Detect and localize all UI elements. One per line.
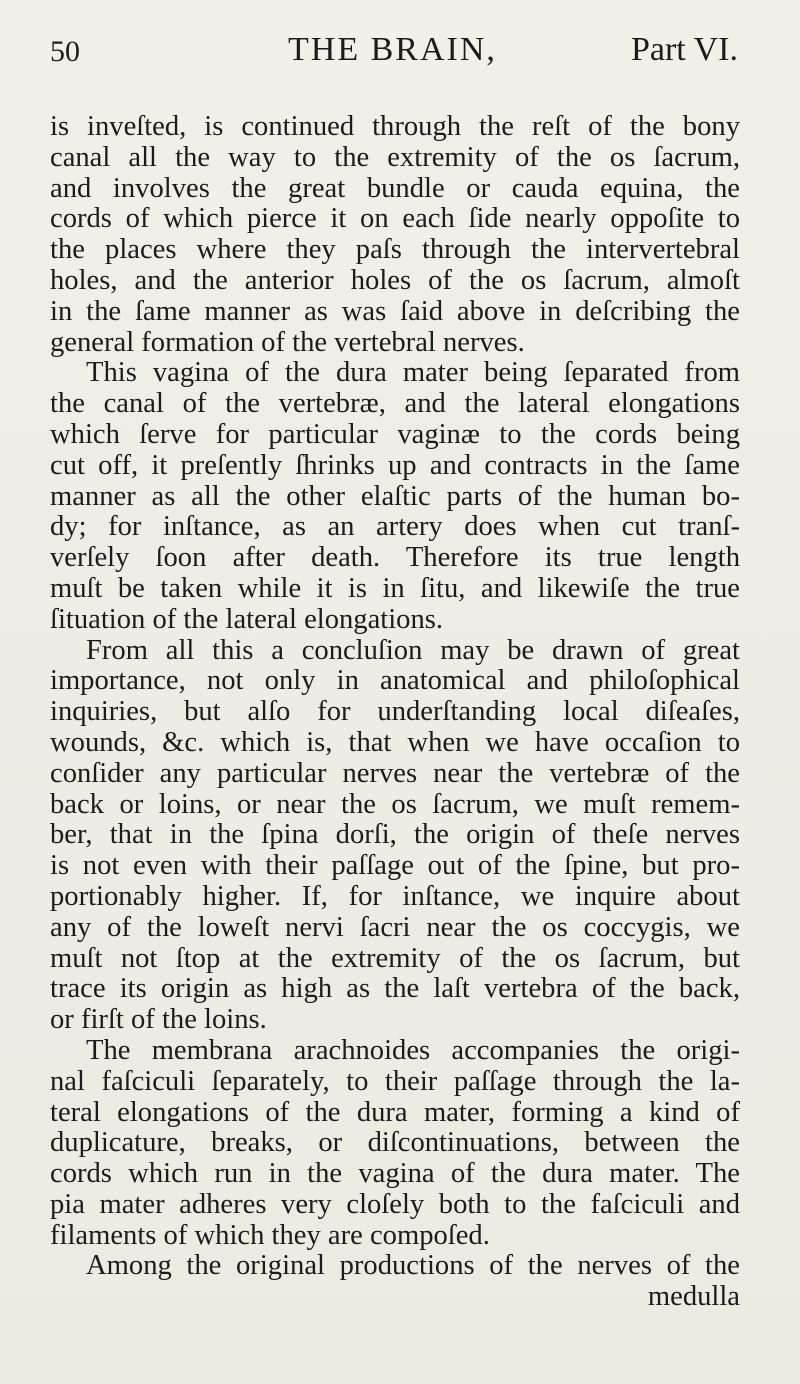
text-line: verſely ſoon after death. Therefore its true length — [50, 542, 740, 574]
running-header — [50, 20, 738, 80]
text-line: back or loins, or near the os ſacrum, we muſt remem- — [50, 788, 740, 820]
text-line: muſt not ſtop at the extremity of the os ſacrum, but — [50, 942, 740, 974]
text-line: is inveſted, is continued through the reſt of the bony — [50, 111, 740, 142]
text-line: duplicature, breaks, or diſcontinuations, between the — [50, 1127, 740, 1159]
text-line: in the ſame manner as was ſaid above in deſcribing the — [50, 295, 740, 327]
text-line: or firſt of the loins. — [50, 1004, 267, 1036]
text-line: and involves the great bundle or cauda equina, the — [50, 172, 740, 204]
text-line: trace its origin as high as the laſt vertebra of the back, — [50, 973, 740, 1005]
text-line: medulla — [647, 1281, 740, 1313]
text-line: any of the loweſt nervi ſacri near the os coccygis, we — [50, 911, 740, 943]
text-line: ſituation of the lateral elongations. — [50, 603, 444, 635]
text-line: teral elongations of the dura mater, forming a kind of — [50, 1096, 740, 1128]
text-line: From all this a concluſion may be drawn of great — [86, 634, 740, 666]
text-line: nal faſciculi ſeparately, to their paſſage through the la- — [50, 1065, 740, 1097]
text-line: wounds, &c. which is, that when we have occaſion to — [50, 726, 740, 758]
text-line: portionably higher. If, for inſtance, we inquire about — [50, 880, 740, 912]
text-line: cords of which pierce it on each ſide nearly oppoſite to — [50, 203, 740, 235]
text-line: dy; for inſtance, as an artery does when cut tranſ- — [50, 511, 740, 543]
text-line: is not even with their paſſage out of the ſpine, but pro- — [50, 850, 740, 882]
text-line: filaments of which they are compoſed. — [50, 1219, 490, 1251]
text-line: importance, not only in anatomical and philoſophical — [50, 665, 740, 697]
text-line: ber, that in the ſpina dorſi, the origin of theſe nerves — [50, 819, 740, 851]
text-line: canal all the way to the extremity of the os ſacrum, — [50, 141, 740, 173]
body-text — [50, 112, 740, 1313]
text-line: conſider any particular nerves near the vertebræ of the — [50, 757, 740, 789]
running-title: THE BRAIN, — [288, 31, 497, 68]
text-line: general formation of the vertebral nerves. — [50, 326, 525, 358]
text-line: manner as all the other elaſtic parts of the human bo- — [50, 480, 740, 512]
text-line: cut off, it preſently ſhrinks up and contracts in the ſame — [50, 449, 740, 481]
page-number: 50 — [50, 35, 80, 68]
text-line: the places where they paſs through the intervertebral — [50, 234, 740, 266]
text-line: This vagina of the dura mater being ſeparated from — [86, 357, 740, 389]
text-line: Among the original productions of the nerves of the — [86, 1250, 740, 1282]
text-line: The membrana arachnoides accompanies the origi- — [86, 1034, 740, 1066]
text-line: cords which run in the vagina of the dura mater. The — [50, 1158, 740, 1190]
text-line: which ſerve for particular vaginæ to the cords being — [50, 418, 740, 450]
text-line: pia mater adheres very cloſely both to the faſciculi and — [50, 1188, 740, 1220]
text-line: muſt be taken while it is in ſitu, and likewiſe the true — [50, 572, 740, 604]
text-line: inquiries, but alſo for underſtanding local diſeaſes, — [50, 696, 740, 728]
text-line: holes, and the anterior holes of the os ſacrum, almoſt — [50, 264, 740, 296]
text-line: the canal of the vertebræ, and the lateral elongations — [50, 388, 740, 420]
part-label: Part VI. — [630, 31, 738, 68]
